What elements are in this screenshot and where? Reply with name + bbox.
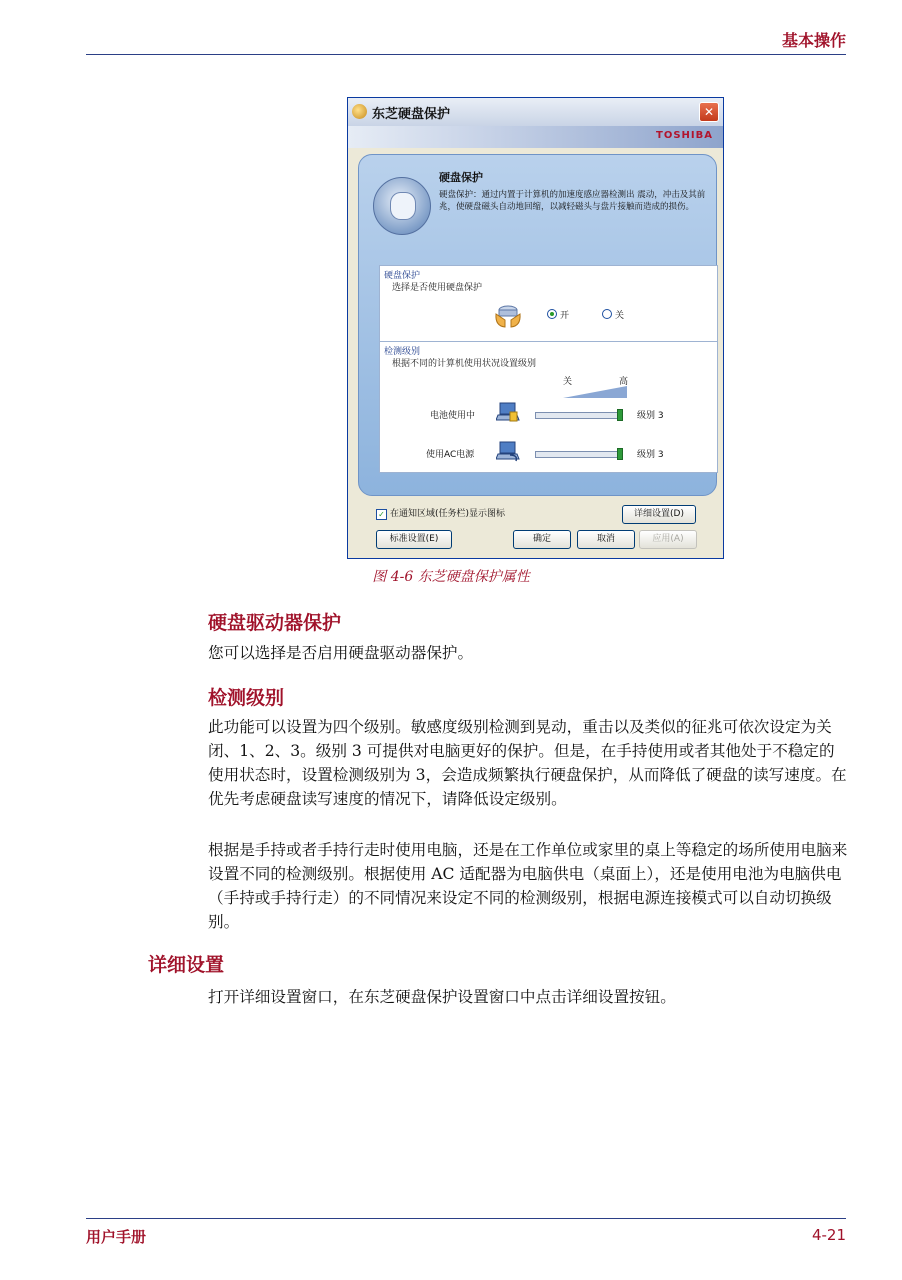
detection-group-description: 根据不同的计算机使用状况设置级别 [392, 359, 537, 369]
details-button[interactable]: 详细设置(D) [622, 505, 696, 524]
page-number: 4-21 [811, 1226, 846, 1244]
settings-panel [358, 154, 717, 496]
tray-icon-label: 在通知区域(任务栏)显示图标 [390, 509, 506, 519]
battery-row-label: 电池使用中 [430, 411, 476, 421]
radio-off-label: 关 [615, 311, 625, 321]
scale-low-label: 关 [563, 377, 573, 387]
ac-level-text: 级别 3 [637, 450, 664, 460]
footer-rule [86, 1218, 846, 1219]
battery-level-thumb[interactable] [617, 409, 623, 421]
cancel-button[interactable]: 取消 [577, 530, 635, 549]
ok-button[interactable]: 确定 [513, 530, 571, 549]
dialog-titlebar [348, 98, 723, 127]
ac-laptop-icon [496, 439, 520, 463]
radio-off[interactable] [602, 308, 624, 321]
intro-title: 硬盘保护 [439, 171, 483, 184]
hdd-protection-dialog [347, 97, 724, 559]
paragraph-detailed-settings: 打开详细设置窗口，在东芝硬盘保护设置窗口中点击详细设置按钮。 [208, 988, 676, 1006]
radio-off-indicator [602, 309, 612, 319]
detection-group-title: 检测级别 [384, 347, 421, 357]
ac-row-label: 使用AC电源 [426, 450, 475, 460]
paragraph-hdd-protection: 您可以选择是否启用硬盘驱动器保护。 [208, 644, 474, 662]
level-scale-wedge [563, 386, 627, 398]
dialog-banner [348, 126, 723, 148]
footer-manual-title: 用户手册 [86, 1228, 147, 1246]
protection-group-title: 硬盘保护 [384, 271, 421, 281]
protection-group [379, 265, 718, 343]
detection-group [379, 341, 718, 473]
hdd-protection-icon [373, 177, 431, 235]
ac-level-slider[interactable] [535, 451, 623, 458]
tray-icon-checkmark: ✓ [376, 509, 387, 520]
heading-detailed-settings: 详细设置 [148, 954, 225, 976]
running-header-title: 基本操作 [781, 31, 846, 50]
ac-level-thumb[interactable] [617, 448, 623, 460]
close-button[interactable]: ✕ [699, 102, 719, 122]
hand-disk-icon [493, 300, 523, 330]
battery-level-text: 级别 3 [637, 411, 664, 421]
paragraph-detection-level-1: 此功能可以设置为四个级别。敏感度级别检测到晃动，重击以及类似的征兆可依次设定为关闭、1、2、3。级别 3 可提供对电脑更好的保护。但是，在手持使用或者其他处于不稳定的使用状态时，设置检测级别为 3，会造成频繁执行硬盘保护，从而降低了硬盘的读写速度。在优先考虑硬盘读写速度的情况下，请降低设定级别。 [208, 718, 847, 808]
battery-level-slider[interactable] [535, 412, 623, 419]
radio-on-label: 开 [560, 311, 570, 321]
figure-caption: 图 4-6 东芝硬盘保护属性 [372, 569, 530, 585]
heading-detection-level: 检测级别 [208, 687, 285, 709]
protection-group-description: 选择是否使用硬盘保护 [392, 283, 483, 293]
battery-laptop-icon [496, 400, 520, 424]
toshiba-logo: TOSHIBA [656, 130, 713, 141]
app-icon [352, 104, 367, 119]
tray-icon-checkbox[interactable] [376, 506, 505, 520]
standard-settings-button[interactable]: 标准设置(E) [376, 530, 452, 549]
heading-hdd-protection: 硬盘驱动器保护 [208, 612, 342, 634]
radio-on[interactable] [547, 308, 569, 321]
intro-description: 硬盘保护：通过内置于计算机的加速度感应器检测出 震动，冲击及其前兆，使硬盘磁头自动地回缩，以减轻磁头与盘片接触而造成的损伤。 [439, 190, 706, 212]
dialog-title: 东芝硬盘保护 [372, 107, 451, 122]
radio-on-indicator [547, 309, 557, 319]
paragraph-detection-level-2: 根据是手持或者手持行走时使用电脑，还是在工作单位或家里的桌上等稳定的场所使用电脑来设置不同的检测级别。根据使用 AC 适配器为电脑供电（桌面上），还是使用电池为电脑供电 （手持或手持行走）的不同情况来设定不同的检测级别，根据电源连接模式可以自动切换级别。 [208, 841, 848, 931]
scale-high-label: 高 [619, 377, 629, 387]
apply-button[interactable]: 应用(A) [639, 530, 697, 549]
header-rule [86, 54, 846, 55]
